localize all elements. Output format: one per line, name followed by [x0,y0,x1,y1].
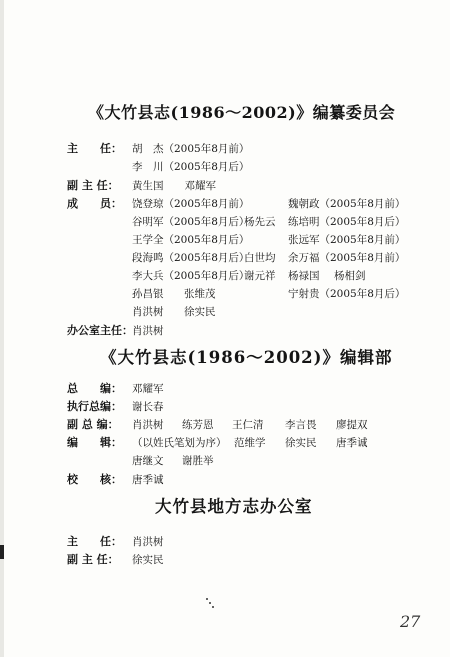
chief-editor: 邓耀军 [132,383,164,395]
scan-speck [212,606,214,608]
chief-editor-label: 总 编： [67,382,122,395]
deputy-editor: 廖提双 [336,419,368,431]
member: 王学全（2005年8月后） [132,234,250,246]
member: 段海鸣（2005年8月后） [132,252,250,264]
office-director-label: 办公室主任： [67,324,133,337]
member: 徐实民 [184,306,216,318]
member: 余万福（2005年8月前） [288,252,406,264]
office-vice-label: 副 主 任： [67,553,119,566]
member: 李大兵（2005年8月后） [132,270,250,282]
office-director: 肖洪树 [132,325,164,337]
member: 张维茂 [184,288,216,300]
deputy-editor: 王仁清 [232,419,264,431]
vice-chair-label: 副 主 任： [67,179,119,192]
member: 张远军（2005年8月前） [288,234,406,246]
page-number: 27 [400,612,421,631]
member: 肖洪树 [132,306,164,318]
deputy-editor: 肖洪树 [132,419,164,431]
member: 杨禄国 [288,270,320,282]
deputy-editor: 练芳恩 [182,419,214,431]
member: 饶登琼（2005年8月前） [132,198,250,210]
member: 白世均 [244,252,276,264]
member: 练培明（2005年8月后） [288,216,406,228]
binding-mark [0,545,4,559]
member: 宁射贵（2005年8月后） [288,288,406,300]
editor: 范维学 [234,437,266,449]
committee-title: 《大竹县志(1986～2002)》编纂委员会 [88,103,396,122]
exec-editor: 谢长春 [132,401,164,413]
member: 杨先云 [244,216,276,228]
chair-1: 胡 杰（2005年8月前） [132,143,250,155]
office-vice: 徐实民 [132,554,164,566]
member: 谢元祥 [244,270,276,282]
chair-2: 李 川（2005年8月后） [132,161,250,173]
editor: 唐继文 [132,455,164,467]
editors-label: 编 辑： [67,436,122,449]
office-chief-label: 主 任： [67,535,122,548]
proofreader: 唐季诚 [132,474,164,486]
deputy-editor: 李言畏 [285,419,317,431]
deputy-editor-label: 副 总 编： [67,418,119,431]
member: 谷明军（2005年8月后） [132,216,250,228]
member: 杨相剑 [334,270,366,282]
office-chief: 肖洪树 [132,536,164,548]
editorial-title: 《大竹县志(1986～2002)》编辑部 [100,348,393,367]
members-label: 成 员： [67,197,122,210]
editor: 唐季诚 [336,437,368,449]
chair-label: 主 任： [67,142,122,155]
editors-note: （以姓氏笔划为序） [132,437,227,449]
scan-speck [209,602,211,604]
editor: 徐实民 [285,437,317,449]
office-title: 大竹县地方志办公室 [155,497,313,516]
member: 孙昌银 [132,288,164,300]
proofreader-label: 校 核： [67,473,122,486]
vice-chair: 黄生国 邓耀军 [132,180,216,192]
scan-speck [206,598,208,600]
exec-editor-label: 执行总编： [67,400,122,413]
member: 魏朝政（2005年8月前） [288,198,406,210]
editor: 谢胜举 [182,455,214,467]
